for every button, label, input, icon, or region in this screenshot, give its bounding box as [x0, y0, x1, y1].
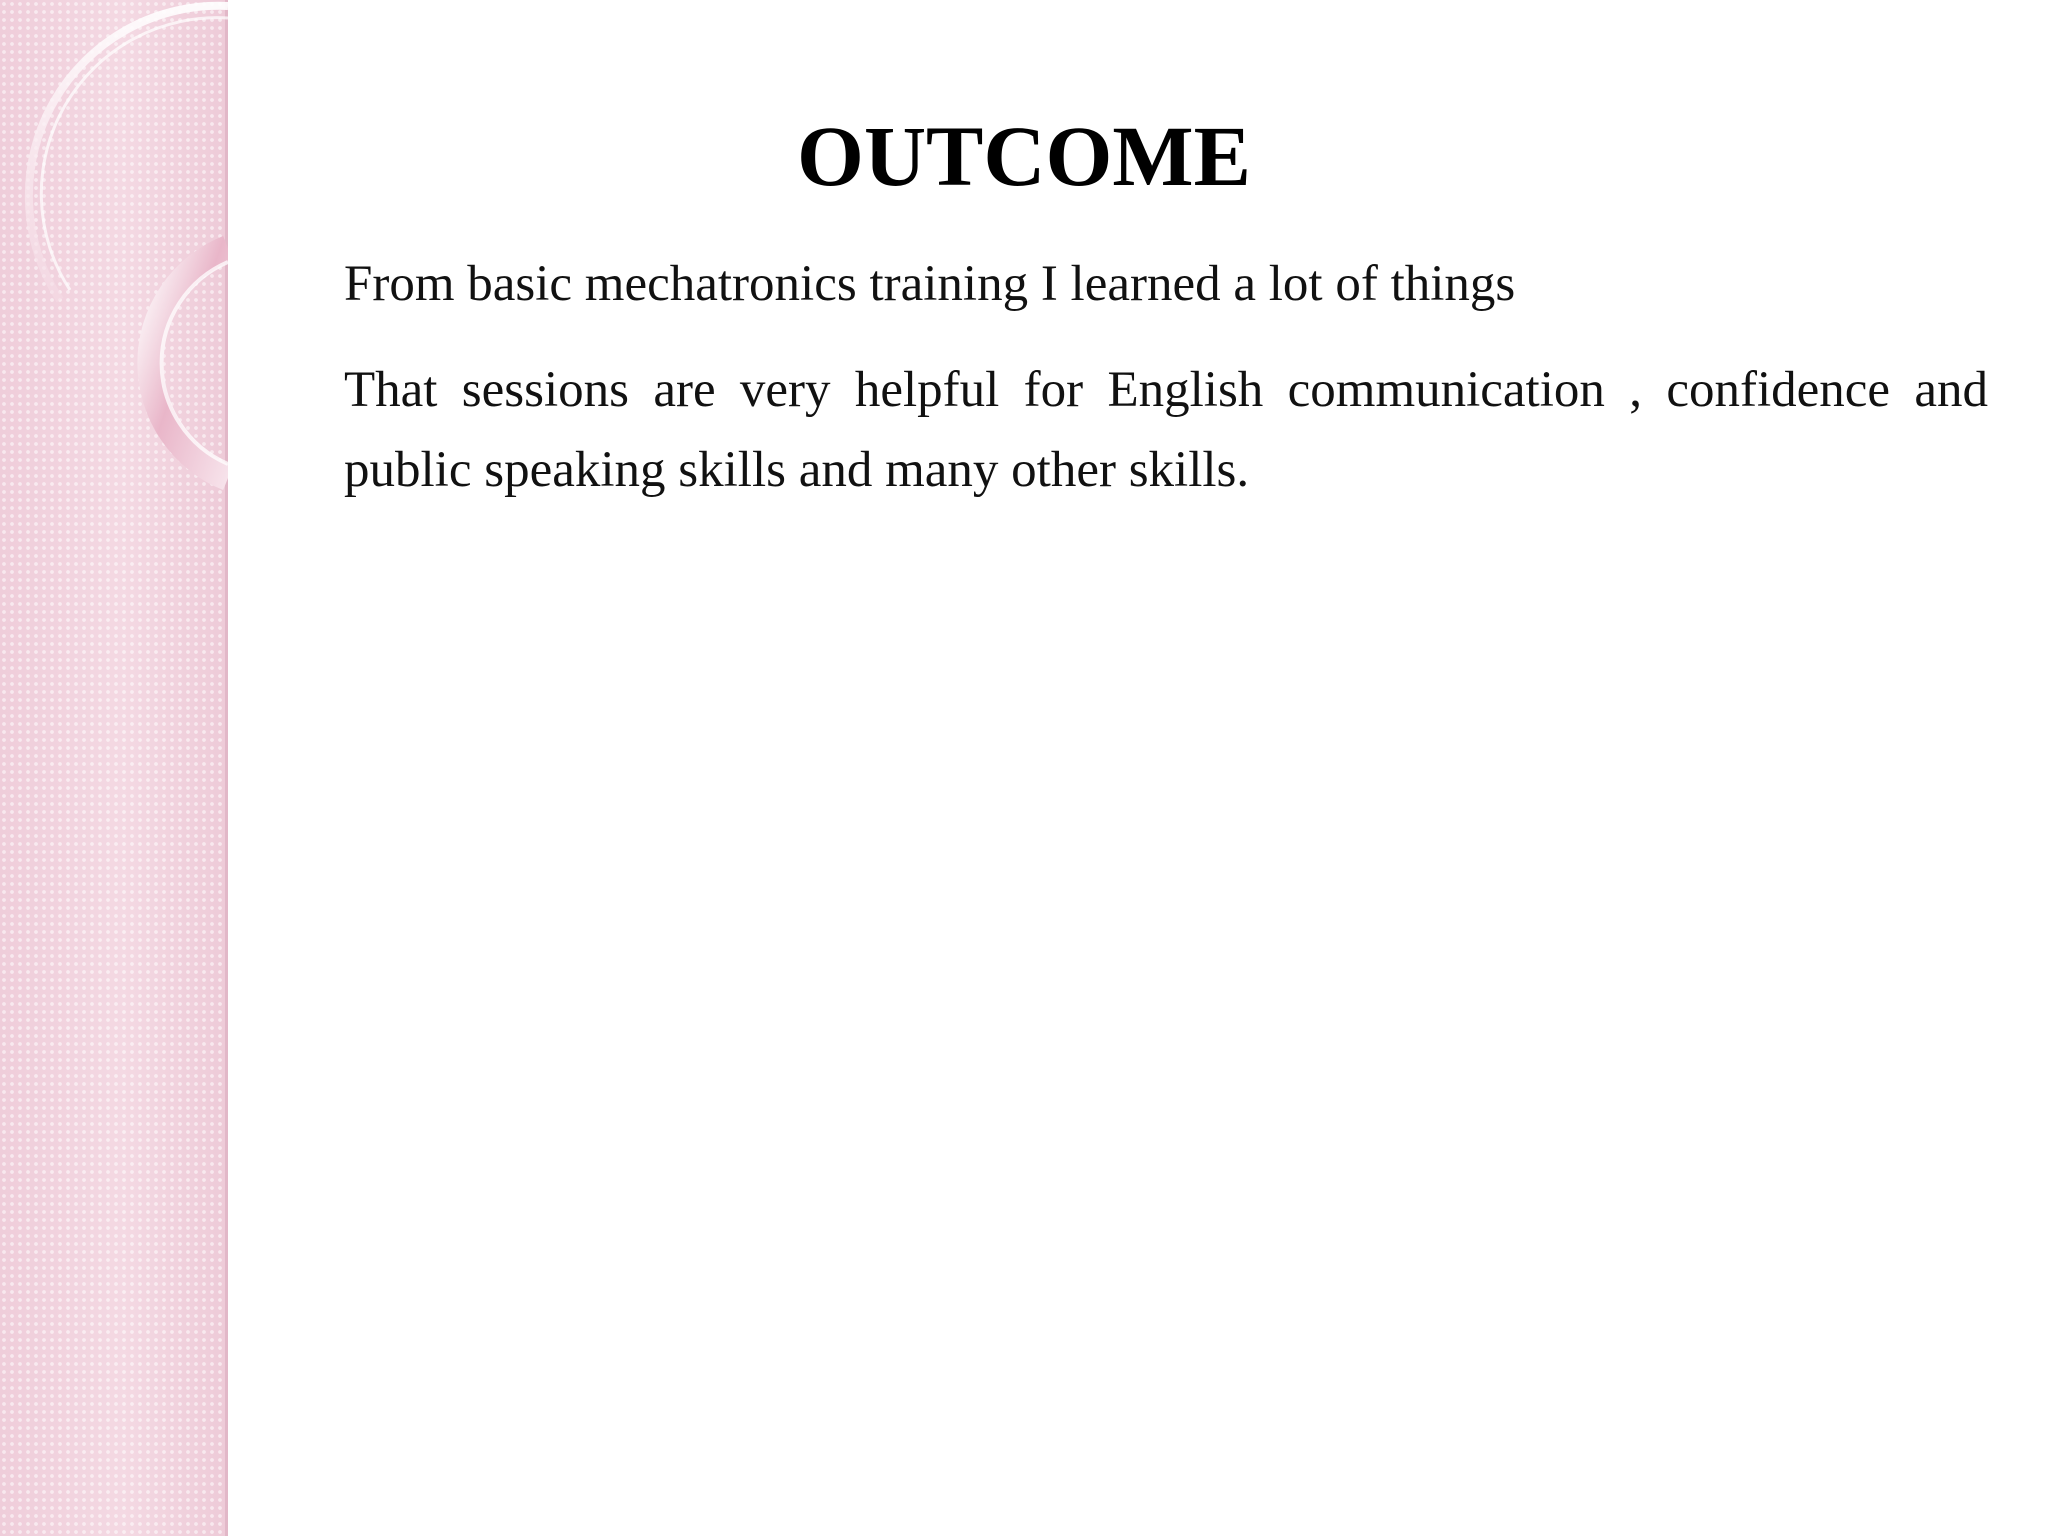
slide-title: OUTCOME	[797, 108, 1251, 204]
paragraph-sessions: That sessions are very helpful for English communication , confidence and public speaking skills and many other skills.	[344, 362, 1988, 498]
decorative-side-band	[0, 0, 228, 1536]
decorative-rings-graphic	[0, 0, 228, 520]
slide-content	[344, 0, 1990, 1536]
paragraph-learned: From basic mechatronics training I learned a lot of things	[344, 256, 1516, 312]
